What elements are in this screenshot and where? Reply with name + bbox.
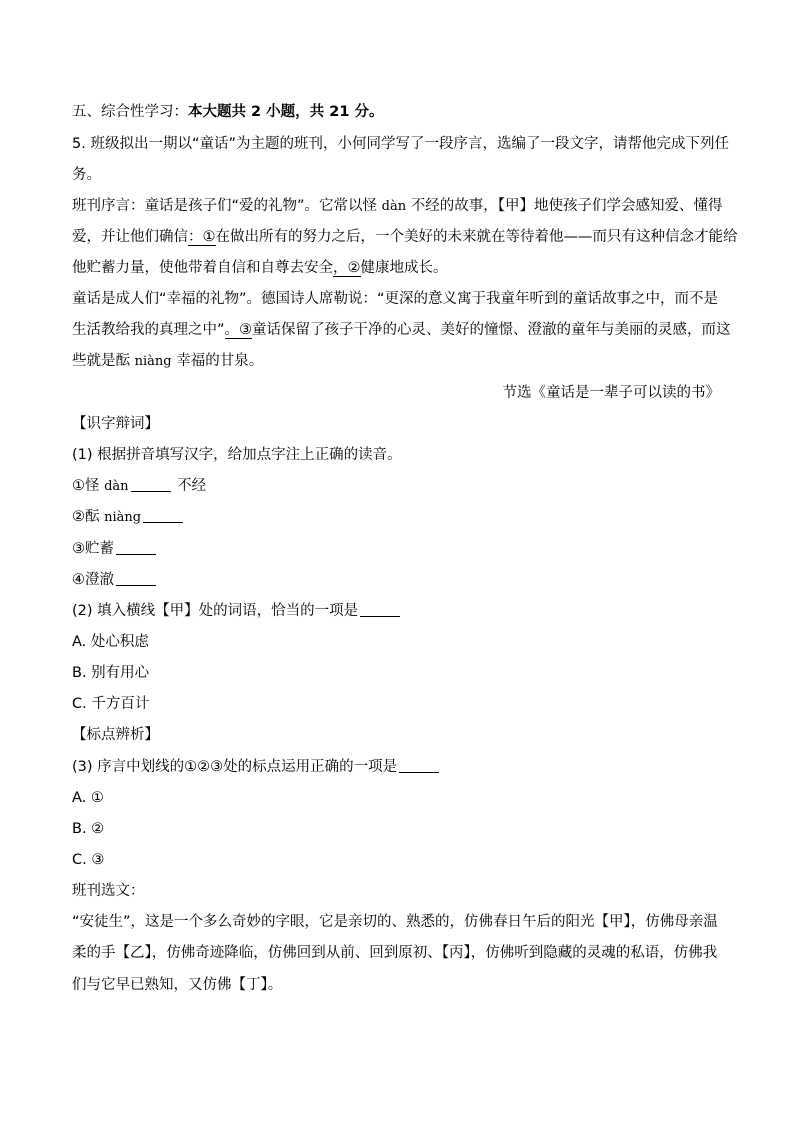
preface-line3 bbox=[72, 258, 448, 278]
pinyin-dan: dàn bbox=[104, 479, 129, 494]
item-text: ①怪 bbox=[72, 478, 105, 494]
q1-item-4 bbox=[72, 570, 158, 590]
preface-line6 bbox=[72, 351, 263, 372]
part1-header: 【识字辩词】 bbox=[72, 416, 159, 432]
preface-line5 bbox=[72, 320, 731, 340]
preface-line1 bbox=[72, 196, 722, 217]
answer-blank[interactable] bbox=[143, 508, 183, 523]
pinyin-dan: dàn bbox=[381, 199, 407, 214]
q3-option-a: A. ① bbox=[72, 790, 104, 806]
question-text: (3) 序言中划线的①②③处的标点运用正确的一项是 bbox=[72, 759, 398, 775]
question-1: (1) 根据拼音填写汉字，给加点字注上正确的读音。 bbox=[72, 447, 402, 463]
pinyin-niang: niàng bbox=[104, 510, 142, 525]
question-3 bbox=[72, 757, 441, 777]
preface-line2 bbox=[72, 227, 738, 247]
answer-blank[interactable] bbox=[116, 540, 156, 555]
underlined-punct-1: ：① bbox=[188, 229, 216, 245]
answer-blank[interactable] bbox=[116, 571, 156, 586]
preface-text: 些就是酝 bbox=[72, 353, 135, 369]
answer-blank[interactable] bbox=[360, 602, 400, 617]
preface-text: 不经的故事，【甲】地使孩子们学会感知爱、懂得 bbox=[406, 198, 723, 214]
preface-text: 童话保留了孩子干净的心灵、美好的憧憬、澄澈的童年与美丽的灵感，而这 bbox=[252, 322, 731, 338]
pinyin-niang: niàng bbox=[134, 354, 172, 369]
question-text: (2) 填入横线【甲】处的词语，恰当的一项是 bbox=[72, 603, 359, 619]
section-title: 本大题共 2 小题，共 21 分。 bbox=[188, 104, 384, 120]
preface-line4: 童话是成人们“幸福的礼物”。德国诗人席勒说：“更深的意义寓于我童年听到的童话故事之中，而不是 bbox=[72, 291, 719, 307]
q2-option-b: B. 别有用心 bbox=[72, 665, 150, 681]
answer-blank[interactable] bbox=[131, 477, 171, 492]
section-prefix: 五、综合性学习： bbox=[72, 104, 188, 120]
answer-blank[interactable] bbox=[399, 758, 439, 773]
q3-option-b: B. ② bbox=[72, 821, 105, 837]
selection-line3: 们与它早已熟知，又仿佛【丁】。 bbox=[72, 977, 283, 993]
item-text: ③贮蓄 bbox=[72, 541, 114, 557]
q2-option-c: C. 千方百计 bbox=[72, 696, 150, 712]
underlined-punct-2: ，② bbox=[333, 260, 361, 276]
q1-item-2 bbox=[72, 507, 185, 528]
preface-text: 幸福的甘泉。 bbox=[171, 353, 264, 369]
source-citation: 节选《童话是一辈子可以读的书》 bbox=[502, 385, 720, 401]
preface-text: 班刊序言：童话是孩子们“爱的礼物”。它常以怪 bbox=[72, 198, 382, 214]
preface-text: 健康地成长。 bbox=[360, 260, 448, 276]
part2-header: 【标点辨析】 bbox=[72, 727, 159, 743]
item-text: 不经 bbox=[172, 478, 207, 494]
item-text: ②酝 bbox=[72, 509, 105, 525]
preface-text: 他贮蓄力量，使他带着自信和自尊去安全 bbox=[72, 260, 333, 276]
q1-item-3 bbox=[72, 539, 158, 559]
q3-option-c: C. ③ bbox=[72, 852, 105, 868]
question-intro-line1: 5. 班级拟出一期以“童话”为主题的班刊，小何同学写了一段序言，选编了一段文字，请帮他完成下列任 bbox=[72, 136, 729, 152]
selection-label: 班刊选文： bbox=[72, 883, 145, 899]
selection-line2: 柔的手【乙】，仿佛奇迹降临，仿佛回到从前、回到原初、【丙】，仿佛听到隐藏的灵魂的私语，仿佛我 bbox=[72, 945, 718, 961]
underlined-punct-3: 。③ bbox=[224, 322, 253, 338]
question-2 bbox=[72, 601, 402, 621]
item-text: ④澄澈 bbox=[72, 572, 114, 588]
preface-text: 爱，并让他们确信 bbox=[72, 229, 188, 245]
selection-line1: “安徒生”，这是一个多么奇妙的字眼，它是亲切的、熟悉的，仿佛春日午后的阳光【甲】，仿佛母亲温 bbox=[72, 914, 718, 930]
question-intro-line2: 务。 bbox=[72, 167, 101, 183]
preface-text: 生活教给我的真理之中” bbox=[72, 322, 225, 338]
q1-item-1 bbox=[72, 476, 206, 497]
preface-text: 在做出所有的努力之后，一个美好的未来就在等待着他——而只有这种信念才能给 bbox=[215, 229, 738, 245]
section-heading bbox=[72, 102, 383, 122]
q2-option-a: A. 处心积虑 bbox=[72, 634, 149, 650]
